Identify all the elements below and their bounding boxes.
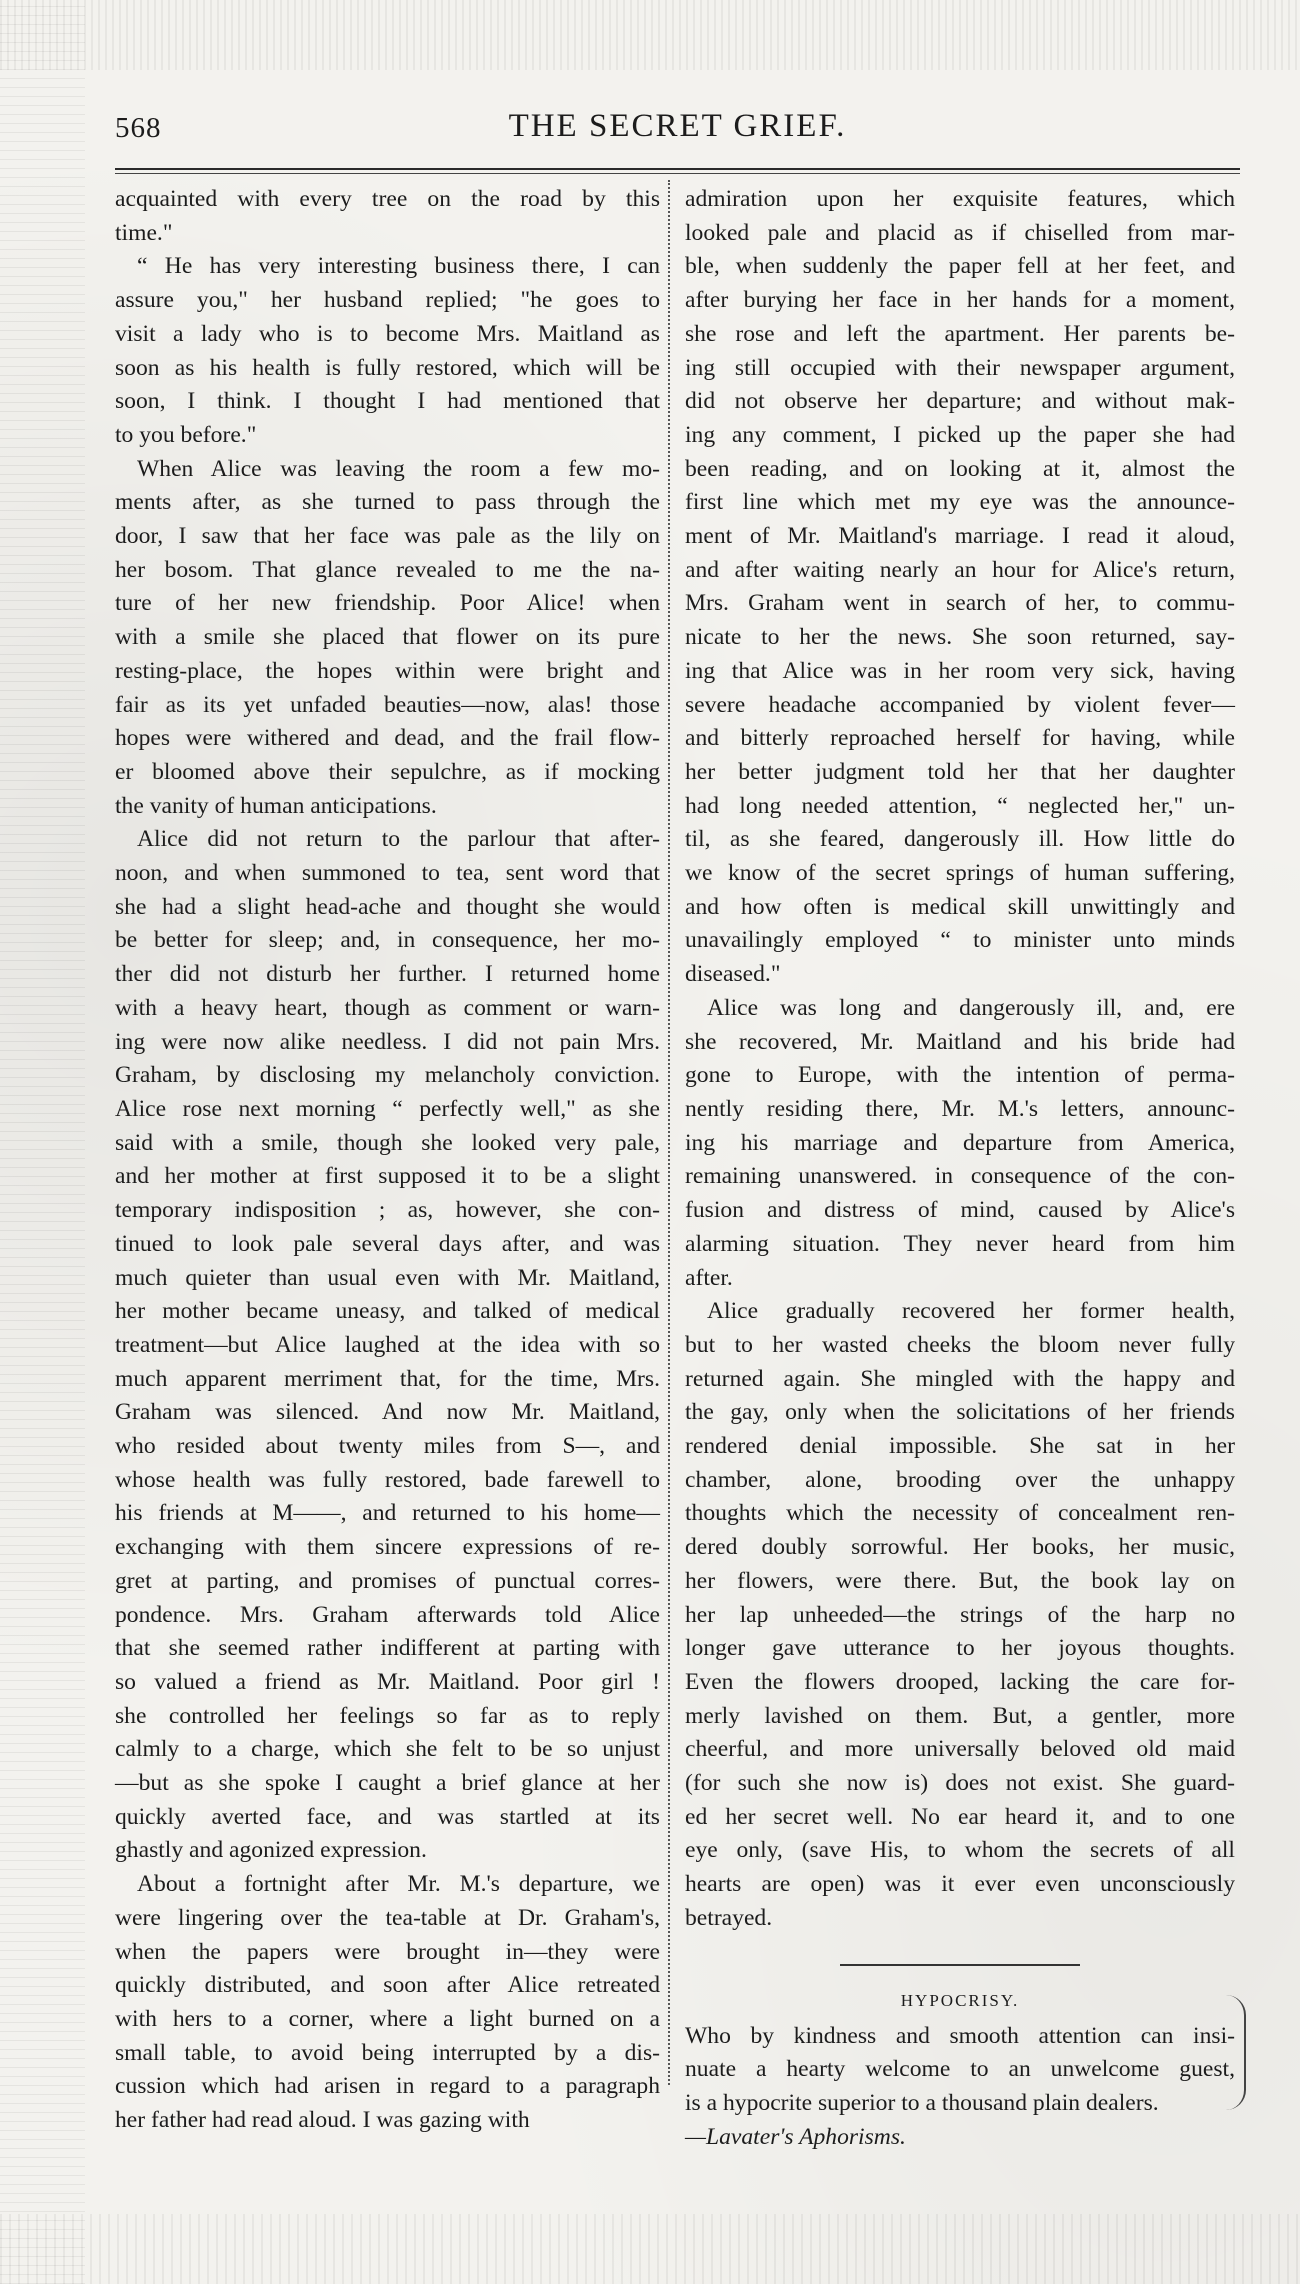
text-line: assure you," her husband replied; "he goes to (115, 287, 660, 314)
text-line: Alice did not return to the parlour that after- (137, 826, 660, 853)
text-line: Who by kindness and smooth attention can insi- (685, 2022, 1235, 2049)
text-line: his friends at M——, and returned to his home— (115, 1500, 660, 1527)
text-line: ghastly and agonized expression. (115, 1837, 427, 1864)
text-line: er bloomed above their sepulchre, as if mocking (115, 758, 660, 785)
scan-noise-bottom (0, 2214, 1300, 2284)
text-line: time." (115, 219, 173, 246)
left-column (115, 183, 660, 2138)
text-line: her bosom. That glance revealed to me the na- (115, 556, 660, 583)
text-line: ing any comment, I picked up the paper she had (685, 421, 1235, 448)
text-line: her mother became uneasy, and talked of medical (115, 1298, 660, 1325)
text-line: eye only, (save His, to whom the secrets of all (685, 1837, 1235, 1864)
text-line: to you before." (115, 421, 257, 448)
text-line: her better judgment told her that her daughter (685, 758, 1235, 785)
text-line: but to her wasted cheeks the bloom never fully (685, 1331, 1235, 1358)
text-line: nently residing there, Mr. M.'s letters, announc- (685, 1095, 1235, 1122)
text-line: When Alice was leaving the room a few mo- (137, 455, 660, 482)
text-line: is a hypocrite superior to a thousand plain dealers. (685, 2089, 1159, 2116)
header-rule (115, 168, 1240, 170)
text-line: first line which met my eye was the announce- (685, 489, 1235, 516)
text-line: with a smile she placed that flower on its pure (115, 624, 660, 651)
hypocrisy-quote (685, 2020, 1235, 2121)
text-line: much apparent merriment that, for the time, Mrs. (115, 1365, 660, 1392)
text-line: ble, when suddenly the paper fell at her feet, and (685, 253, 1235, 280)
text-line: gret at parting, and promises of punctual corres- (115, 1567, 660, 1594)
text-line: fair as its yet unfaded beauties—now, alas! those (115, 691, 660, 718)
text-line: (for such she now is) does not exist. She guard- (685, 1770, 1235, 1797)
text-line: been reading, and on looking at it, almost the (685, 455, 1235, 482)
text-line: ing still occupied with their newspaper argument, (685, 354, 1235, 381)
page-header (115, 108, 1240, 158)
text-line: remaining unanswered. in consequence of the con- (685, 1163, 1235, 1190)
text-line: —but as she spoke I caught a brief glance at her (115, 1770, 660, 1797)
text-line: fusion and distress of mind, caused by Alice's (685, 1197, 1235, 1224)
text-line: betrayed. (685, 1904, 773, 1931)
text-line: her lap unheeded—the strings of the harp no (685, 1601, 1235, 1628)
page-number: 568 (115, 112, 162, 144)
text-line: resting-place, the hopes within were bright and (115, 657, 660, 684)
text-line: gone to Europe, with the intention of perma- (685, 1062, 1235, 1089)
text-line: hopes were withered and dead, and the frail flow- (115, 725, 660, 752)
text-line: the gay, only when the solicitations of her friends (685, 1399, 1235, 1426)
text-line: we know of the secret springs of human suffering, (685, 860, 1235, 887)
column-divider (668, 180, 670, 2085)
section-divider (840, 1964, 1080, 1966)
text-line: were lingering over the tea-table at Dr. Graham's, (115, 1904, 660, 1931)
text-line: she had a slight head-ache and thought she would (115, 893, 660, 920)
text-line: looked pale and placid as if chiselled from mar- (685, 219, 1235, 246)
text-line: and how often is medical skill unwittingly and (685, 893, 1235, 920)
text-line: exchanging with them sincere expressions of re- (115, 1534, 660, 1561)
quote-brace (1226, 1995, 1246, 2110)
text-line: rendered denial impossible. She sat in her (685, 1433, 1235, 1460)
text-line: admiration upon her exquisite features, which (685, 186, 1235, 212)
text-line: ments after, as she turned to pass through the (115, 489, 660, 516)
text-line: returned again. She mingled with the happy and (685, 1365, 1235, 1392)
section-heading: HYPOCRISY. (900, 1990, 1020, 2010)
text-line: merly lavished on them. But, a gentler, more (685, 1702, 1235, 1729)
text-line: nuate a hearty welcome to an unwelcome guest, (685, 2056, 1235, 2083)
text-line: noon, and when summoned to tea, sent word that (115, 860, 660, 887)
text-line: did not observe her departure; and without mak- (685, 388, 1235, 415)
text-line: said with a smile, though she looked very pale, (115, 1129, 660, 1156)
text-line: ing were now alike needless. I did not pain Mrs. (115, 1028, 660, 1055)
text-line: after burying her face in her hands for a moment, (685, 287, 1235, 314)
text-line: longer gave utterance to her joyous thoughts. (685, 1635, 1235, 1662)
text-line: and after waiting nearly an hour for Alice's return, (685, 556, 1235, 583)
text-line: Graham was silenced. And now Mr. Maitland, (115, 1399, 660, 1426)
text-line: she recovered, Mr. Maitland and his bride had (685, 1028, 1235, 1055)
text-line: soon, I think. I thought I had mentioned that (115, 388, 660, 415)
text-line: alarming situation. They never heard from him (685, 1230, 1235, 1257)
right-column-body (685, 183, 1235, 1936)
text-line: door, I saw that her face was pale as the lily on (115, 523, 660, 550)
text-line: and her mother at first supposed it to be a slight (115, 1163, 660, 1190)
text-line: Alice rose next morning “ perfectly well," as she (115, 1095, 660, 1122)
text-line: ment of Mr. Maitland's marriage. I read it aloud, (685, 523, 1235, 550)
text-line: she rose and left the apartment. Her parents be- (685, 320, 1235, 347)
scan-noise-left (0, 0, 85, 2284)
text-line: acquainted with every tree on the road by this (115, 186, 660, 212)
text-line: she controlled her feelings so far as to reply (115, 1702, 660, 1729)
text-line: ture of her new friendship. Poor Alice! when (115, 590, 660, 617)
text-line: her flowers, were there. But, the book lay on (685, 1567, 1235, 1594)
text-line: nicate to her the news. She soon returned, say- (685, 624, 1235, 651)
text-line: ed her secret well. No ear heard it, and to one (685, 1803, 1235, 1830)
text-line: Alice gradually recovered her former health, (707, 1298, 1235, 1325)
text-line: Graham, by disclosing my melancholy conviction. (115, 1062, 660, 1089)
text-line: be better for sleep; and, in consequence, her mo- (115, 927, 660, 954)
text-line: calmly to a charge, which she felt to be so unjust (115, 1736, 660, 1763)
text-line: that she seemed rather indifferent at parting with (115, 1635, 660, 1662)
text-line: treatment—but Alice laughed at the idea with so (115, 1331, 660, 1358)
text-line: ing his marriage and departure from America, (685, 1129, 1235, 1156)
text-line: “ He has very interesting business there, I can (137, 253, 660, 280)
text-line: her father had read aloud. I was gazing with (115, 2107, 530, 2134)
header-rule-thin (115, 173, 1240, 174)
text-line: who resided about twenty miles from S—, and (115, 1433, 660, 1460)
text-line: pondence. Mrs. Graham afterwards told Alice (115, 1601, 660, 1628)
text-line: Alice was long and dangerously ill, and, ere (707, 994, 1235, 1021)
text-line: after. (685, 1264, 733, 1291)
text-line: and bitterly reproached herself for having, while (685, 725, 1235, 752)
text-line: when the papers were brought in—they were (115, 1938, 660, 1965)
text-line: unavailingly employed “ to minister unto minds (685, 927, 1235, 954)
text-line: cussion which had arisen in regard to a paragraph (115, 2073, 660, 2100)
text-line: tinued to look pale several days after, and was (115, 1230, 660, 1257)
text-line: diseased." (685, 961, 781, 988)
text-line: Even the flowers drooped, lacking the care for- (685, 1668, 1235, 1695)
text-line: had long needed attention, “ neglected her," un- (685, 792, 1235, 819)
text-line: thoughts which the necessity of concealment ren- (685, 1500, 1235, 1527)
text-line: ing that Alice was in her room very sick, having (685, 657, 1235, 684)
text-line: small table, to avoid being interrupted by a dis- (115, 2039, 660, 2066)
text-line: hearts are open) was it ever even unconsciously (685, 1871, 1235, 1898)
text-line: quickly averted face, and was startled at its (115, 1803, 660, 1830)
running-title: THE SECRET GRIEF. (508, 108, 847, 144)
text-line: chamber, alone, brooding over the unhappy (685, 1466, 1235, 1493)
scan-noise-top (0, 0, 1300, 70)
text-line: About a fortnight after Mr. M.'s departure, we (137, 1871, 660, 1898)
text-line: visit a lady who is to become Mrs. Maitland as (115, 320, 660, 347)
quote-attribution: —Lavater's Aphorisms. (685, 2123, 906, 2150)
text-line: severe headache accompanied by violent fever— (685, 691, 1235, 718)
text-line: quickly distributed, and soon after Alice retreated (115, 1972, 660, 1999)
text-line: much quieter than usual even with Mr. Maitland, (115, 1264, 660, 1291)
text-line: cheerful, and more universally beloved old maid (685, 1736, 1235, 1763)
text-line: so valued a friend as Mr. Maitland. Poor girl ! (115, 1668, 660, 1695)
text-line: with hers to a corner, where a light burned on a (115, 2005, 660, 2032)
text-line: til, as she feared, dangerously ill. How little do (685, 826, 1235, 853)
text-line: ther did not disturb her further. I returned home (115, 961, 660, 988)
text-line: the vanity of human anticipations. (115, 792, 437, 819)
text-line: soon as his health is fully restored, which will be (115, 354, 660, 381)
right-column (685, 183, 1235, 2154)
text-line: dered doubly sorrowful. Her books, her music, (685, 1534, 1235, 1561)
text-line: temporary indisposition ; as, however, she con- (115, 1197, 660, 1224)
text-line: with a heavy heart, though as comment or warn- (115, 994, 660, 1021)
text-line: whose health was fully restored, bade farewell to (115, 1466, 660, 1493)
text-line: Mrs. Graham went in search of her, to commu- (685, 590, 1235, 617)
